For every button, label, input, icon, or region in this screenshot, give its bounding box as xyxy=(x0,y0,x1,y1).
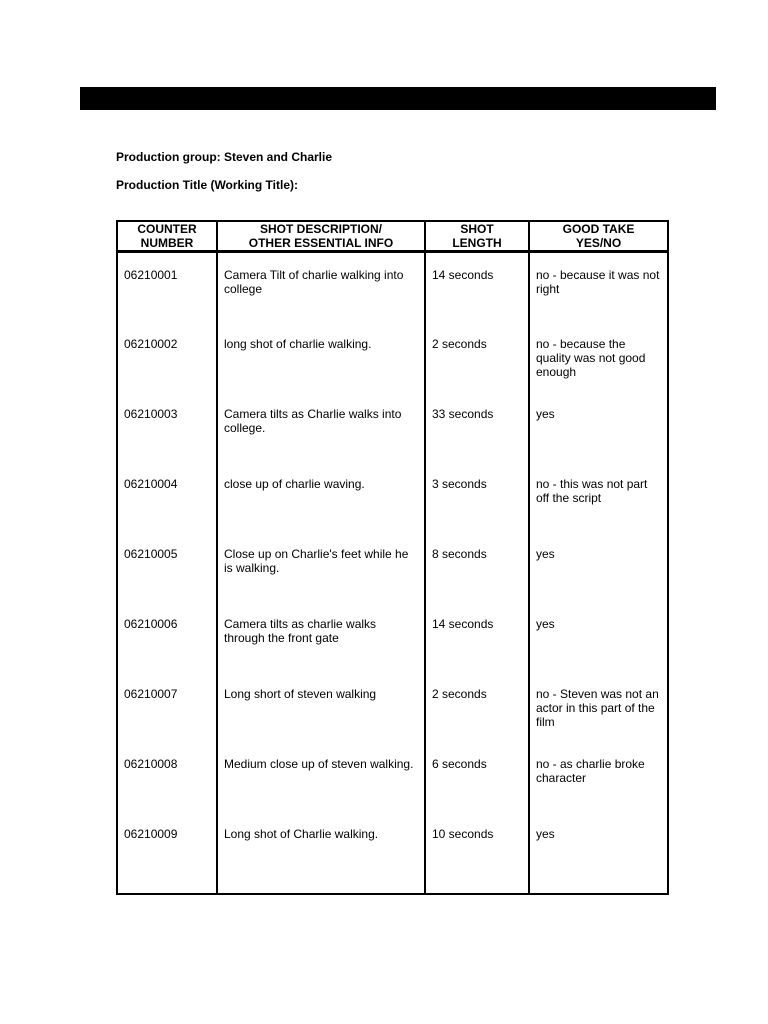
header-shot-length: SHOT LENGTH xyxy=(425,221,529,252)
table-row xyxy=(117,742,668,812)
good-take-cell: no - Steven was not an actor in this part of the film xyxy=(529,672,668,742)
counter-cell: 06210009 xyxy=(117,812,217,894)
description-cell: long shot of charlie walking. xyxy=(217,322,425,392)
shot-log-table xyxy=(116,220,669,895)
table-row xyxy=(117,812,668,894)
counter-cell: 06210003 xyxy=(117,392,217,462)
description-cell: close up of charlie waving. xyxy=(217,462,425,532)
header-shot-description: SHOT DESCRIPTION/ OTHER ESSENTIAL INFO xyxy=(217,221,425,252)
counter-cell: 06210002 xyxy=(117,322,217,392)
length-cell: 33 seconds xyxy=(425,392,529,462)
good-take-cell: yes xyxy=(529,812,668,894)
length-cell: 3 seconds xyxy=(425,462,529,532)
table-row xyxy=(117,602,668,672)
counter-cell: 06210004 xyxy=(117,462,217,532)
table-row xyxy=(117,392,668,462)
description-cell: Medium close up of steven walking. xyxy=(217,742,425,812)
header-counter-number: COUNTER NUMBER xyxy=(117,221,217,252)
table-header-row xyxy=(117,221,668,252)
counter-cell: 06210007 xyxy=(117,672,217,742)
length-cell: 2 seconds xyxy=(425,672,529,742)
description-cell: Camera tilts as charlie walks through the front gate xyxy=(217,602,425,672)
production-title: Production Title (Working Title): xyxy=(116,178,298,192)
production-group: Production group: Steven and Charlie xyxy=(116,150,333,164)
description-cell: Camera Tilt of charlie walking into college xyxy=(217,252,425,322)
length-cell: 8 seconds xyxy=(425,532,529,602)
good-take-cell: no - this was not part off the script xyxy=(529,462,668,532)
table-row xyxy=(117,252,668,322)
good-take-cell: no - as charlie broke character xyxy=(529,742,668,812)
description-cell: Camera tilts as Charlie walks into college. xyxy=(217,392,425,462)
table-body xyxy=(117,252,668,894)
table-row xyxy=(117,672,668,742)
counter-cell: 06210005 xyxy=(117,532,217,602)
good-take-cell: yes xyxy=(529,602,668,672)
length-cell: 6 seconds xyxy=(425,742,529,812)
description-cell: Close up on Charlie's feet while he is walking. xyxy=(217,532,425,602)
header-bar xyxy=(80,87,716,110)
counter-cell: 06210001 xyxy=(117,252,217,322)
length-cell: 14 seconds xyxy=(425,252,529,322)
good-take-cell: no - because the quality was not good enough xyxy=(529,322,668,392)
length-cell: 2 seconds xyxy=(425,322,529,392)
table-row xyxy=(117,532,668,602)
counter-cell: 06210008 xyxy=(117,742,217,812)
description-cell: Long shot of Charlie walking. xyxy=(217,812,425,894)
counter-cell: 06210006 xyxy=(117,602,217,672)
good-take-cell: no - because it was not right xyxy=(529,252,668,322)
table-row xyxy=(117,462,668,532)
table-row xyxy=(117,322,668,392)
length-cell: 10 seconds xyxy=(425,812,529,894)
good-take-cell: yes xyxy=(529,532,668,602)
description-cell: Long short of steven walking xyxy=(217,672,425,742)
good-take-cell: yes xyxy=(529,392,668,462)
length-cell: 14 seconds xyxy=(425,602,529,672)
header-good-take: GOOD TAKE YES/NO xyxy=(529,221,668,252)
